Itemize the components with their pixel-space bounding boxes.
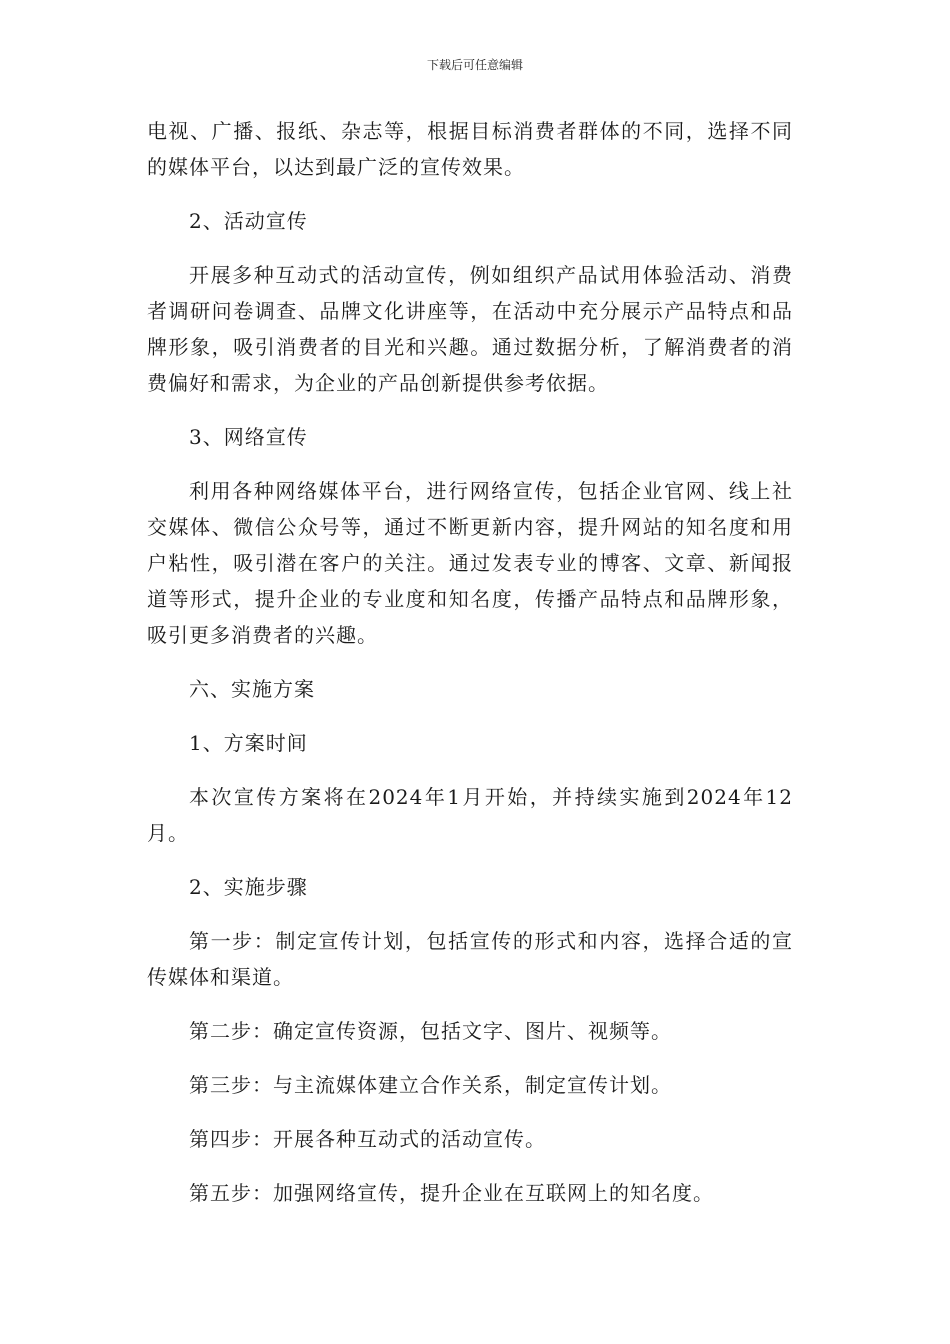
paragraph-plan-time: 本次宣传方案将在2024年1月开始，并持续实施到2024年12月。 — [147, 785, 793, 845]
paragraph-online-promotion: 利用各种网络媒体平台，进行网络宣传，包括企业官网、线上社交媒体、微信公众号等，通过不断更新内容，提升网站的知名度和用户粘性，吸引潜在客户的关注。通过发表专业的博客、文章、新闻报道等形式，提升企业的专业度和知名度，传播产品特点和品牌形象，吸引更多消费者的兴趣。 — [147, 479, 793, 647]
page-header: 下载后可任意编辑 — [426, 58, 523, 72]
section-heading-plan-time: 1、方案时间 — [189, 731, 308, 755]
section-heading-implementation-steps: 2、实施步骤 — [189, 875, 308, 899]
paragraph-step-3: 第三步：与主流媒体建立合作关系，制定宣传计划。 — [189, 1073, 672, 1097]
paragraph-step-2: 第二步：确定宣传资源，包括文字、图片、视频等。 — [189, 1019, 672, 1043]
paragraph-step-4: 第四步：开展各种互动式的活动宣传。 — [189, 1127, 546, 1151]
paragraph-event-promotion: 开展多种互动式的活动宣传，例如组织产品试用体验活动、消费者调研问卷调查、品牌文化讲座等，在活动中充分展示产品特点和品牌形象，吸引消费者的目光和兴趣。通过数据分析，了解消费者的消费偏好和需求，为企业的产品创新提供参考依据。 — [147, 263, 793, 395]
paragraph-media-platforms: 电视、广播、报纸、杂志等，根据目标消费者群体的不同，选择不同的媒体平台，以达到最广泛的宣传效果。 — [147, 119, 793, 179]
section-heading-event-promotion: 2、活动宣传 — [189, 209, 308, 233]
section-heading-implementation-plan: 六、实施方案 — [189, 677, 315, 701]
section-heading-online-promotion: 3、网络宣传 — [189, 425, 308, 449]
document-body — [147, 113, 793, 1229]
paragraph-step-5: 第五步：加强网络宣传，提升企业在互联网上的知名度。 — [189, 1181, 714, 1205]
paragraph-step-1: 第一步：制定宣传计划，包括宣传的形式和内容，选择合适的宣传媒体和渠道。 — [147, 929, 793, 989]
